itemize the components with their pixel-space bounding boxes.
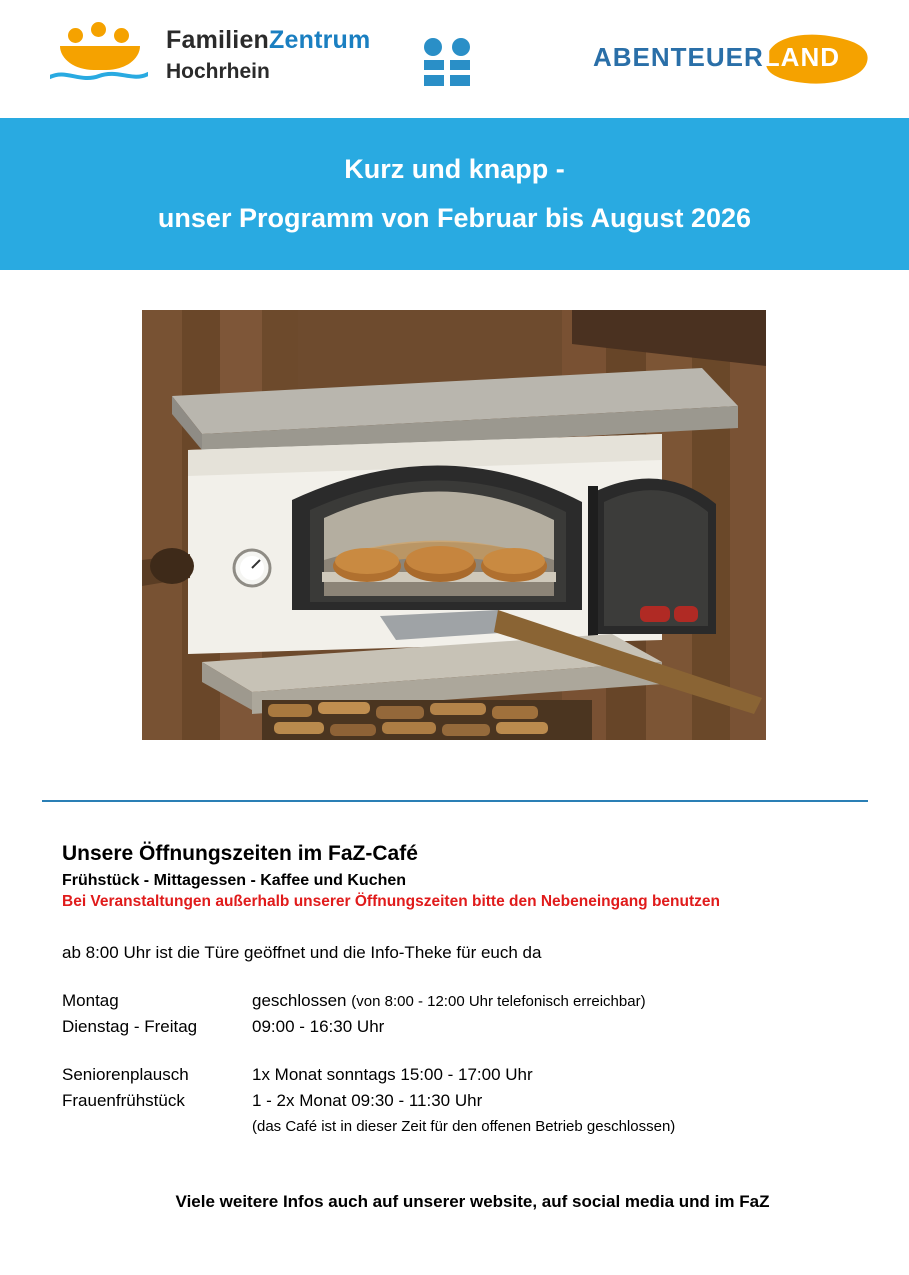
hours-value-monday bbox=[252, 989, 675, 1015]
hours-value-tuefri: 09:00 - 16:30 Uhr bbox=[252, 1017, 385, 1037]
abenteuerland-logo bbox=[593, 30, 873, 92]
title-line1: Kurz und knapp - bbox=[344, 154, 565, 184]
spacer-cell bbox=[252, 1041, 675, 1063]
hours-note-monday: (von 8:00 - 12:00 Uhr telefonisch erreichbar) bbox=[351, 993, 646, 1010]
section-heading: Unsere Öffnungszeiten im FaZ-Café bbox=[62, 842, 418, 865]
hours-label-tuefri: Dienstag - Freitag bbox=[62, 1017, 198, 1037]
title-banner bbox=[0, 118, 909, 270]
abenteuerland-text bbox=[593, 42, 840, 73]
spacer-cell bbox=[62, 1041, 252, 1063]
event-value-frauenfruehstueck: 1 - 2x Monat 09:30 - 11:30 Uhr bbox=[252, 1091, 483, 1111]
opening-hours-section bbox=[62, 842, 862, 1139]
abenteuerland-text-part1: ABENTEUER bbox=[593, 42, 764, 72]
event-value-seniorenplausch: 1x Monat sonntags 15:00 - 17:00 Uhr bbox=[252, 1065, 533, 1085]
hours-value-monday-text: geschlossen bbox=[252, 991, 347, 1010]
abenteuerland-text-part2: LAND bbox=[763, 42, 841, 72]
title-line2: unser Programm von Februar bis August 2026 bbox=[157, 203, 752, 233]
family-bowl-icon bbox=[42, 22, 154, 84]
empty-label-cell bbox=[62, 1116, 252, 1139]
footer-note: Viele weitere Infos auch auf unserer website, auf social media und im FaZ bbox=[175, 1192, 770, 1211]
table-row bbox=[62, 1063, 675, 1089]
event-label-seniorenplausch: Seniorenplausch bbox=[62, 1065, 189, 1085]
kita-building-icon bbox=[422, 36, 472, 88]
table-row bbox=[62, 1089, 675, 1115]
holzbackofen-photo bbox=[142, 310, 766, 740]
entrance-warning: Bei Veranstaltungen außerhalb unserer Öffnungszeiten bitte den Nebeneingang benutzen bbox=[62, 893, 720, 910]
events-closed-note: (das Café ist in dieser Zeit für den offenen Betrieb geschlossen) bbox=[252, 1117, 676, 1135]
faz-title-part2: Zentrum bbox=[269, 26, 371, 54]
faz-title bbox=[166, 26, 370, 54]
section-divider bbox=[42, 800, 868, 802]
logo-bar bbox=[0, 0, 909, 112]
table-row bbox=[62, 1015, 675, 1041]
event-label-frauenfruehstueck: Frauenfrühstück bbox=[62, 1091, 185, 1111]
door-open-note: ab 8:00 Uhr ist die Türe geöffnet und die Info-Theke für euch da bbox=[62, 943, 542, 962]
hours-label-monday: Montag bbox=[62, 991, 119, 1010]
familienzentrum-logo bbox=[42, 22, 370, 84]
faz-subtitle: Hochrhein bbox=[166, 60, 270, 83]
table-row bbox=[62, 989, 675, 1015]
faz-title-part1: Familien bbox=[166, 26, 270, 54]
table-spacer-row bbox=[62, 1041, 675, 1063]
hours-table bbox=[62, 989, 675, 1139]
section-subheading: Frühstück - Mittagessen - Kaffee und Kuchen bbox=[62, 872, 407, 889]
table-row bbox=[62, 1116, 675, 1139]
